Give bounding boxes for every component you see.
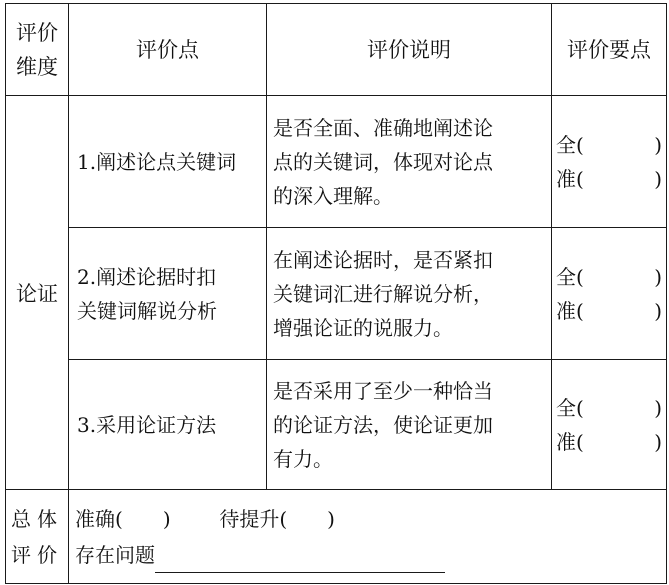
requirement-accurate-blank[interactable]: ) bbox=[654, 429, 662, 454]
requirement-complete bbox=[556, 128, 666, 162]
requirement-complete bbox=[556, 260, 666, 294]
description-line: 增强论证的说服力。 bbox=[273, 315, 453, 340]
summary-problems-line bbox=[75, 537, 666, 573]
requirement-accurate-label: 准( bbox=[556, 298, 584, 323]
requirement-complete-label: 全( bbox=[556, 395, 584, 420]
description-line: 关键词汇进行解说分析， bbox=[273, 281, 493, 306]
summary-label-line2: 评价 bbox=[11, 542, 63, 567]
point-line: 2.阐述论据时扣 bbox=[77, 264, 217, 289]
header-row bbox=[6, 4, 667, 96]
requirement-accurate-label: 准( bbox=[556, 166, 584, 191]
header-dimension bbox=[6, 4, 69, 96]
problems-input-line[interactable] bbox=[155, 548, 445, 573]
summary-accurate-blank[interactable]: ) bbox=[162, 506, 171, 531]
summary-label bbox=[6, 490, 69, 584]
requirement-accurate bbox=[556, 294, 666, 328]
summary-improve-label: 待提升( bbox=[219, 506, 288, 531]
header-requirement: 评价要点 bbox=[552, 4, 667, 96]
requirement-accurate-blank[interactable]: ) bbox=[654, 298, 662, 323]
evaluation-table bbox=[5, 3, 667, 584]
point-line: 关键词解说分析 bbox=[77, 298, 217, 323]
table-row bbox=[6, 96, 667, 228]
summary-content bbox=[69, 490, 667, 584]
description-line: 是否全面、准确地阐述论 bbox=[273, 115, 493, 140]
description-line: 的深入理解。 bbox=[273, 183, 393, 208]
requirement-complete-blank[interactable]: ) bbox=[654, 395, 662, 420]
description-cell bbox=[267, 96, 552, 228]
point-cell: 1.阐述论点关键词 bbox=[69, 96, 267, 228]
requirement-cell bbox=[552, 228, 667, 360]
description-cell bbox=[267, 360, 552, 490]
summary-problems-label: 存在问题 bbox=[75, 542, 155, 567]
header-dimension-line1: 评价 bbox=[16, 20, 58, 45]
description-line: 的论证方法，使论证更加 bbox=[273, 412, 493, 437]
dimension-cell: 论证 bbox=[6, 96, 69, 490]
table-row bbox=[6, 360, 667, 490]
header-point: 评价点 bbox=[69, 4, 267, 96]
requirement-accurate-blank[interactable]: ) bbox=[654, 166, 662, 191]
summary-label-line1: 总体 bbox=[11, 506, 63, 531]
requirement-cell bbox=[552, 96, 667, 228]
header-dimension-line2: 维度 bbox=[16, 54, 58, 79]
summary-improve-blank[interactable]: ) bbox=[327, 506, 335, 531]
summary-rating-line bbox=[75, 501, 666, 537]
description-line: 有力。 bbox=[273, 446, 333, 471]
requirement-accurate bbox=[556, 425, 666, 459]
header-description: 评价说明 bbox=[267, 4, 552, 96]
description-line: 点的关键词，体现对论点 bbox=[273, 149, 493, 174]
requirement-accurate bbox=[556, 162, 666, 196]
requirement-complete-label: 全( bbox=[556, 132, 584, 157]
requirement-complete-label: 全( bbox=[556, 264, 584, 289]
requirement-complete-blank[interactable]: ) bbox=[654, 132, 662, 157]
requirement-complete bbox=[556, 391, 666, 425]
description-cell bbox=[267, 228, 552, 360]
point-cell bbox=[69, 228, 267, 360]
table-row bbox=[6, 228, 667, 360]
requirement-accurate-label: 准( bbox=[556, 429, 584, 454]
requirement-cell bbox=[552, 360, 667, 490]
description-line: 是否采用了至少一种恰当 bbox=[273, 378, 493, 403]
summary-accurate-label: 准确( bbox=[75, 506, 123, 531]
summary-row bbox=[6, 490, 667, 584]
description-line: 在阐述论据时，是否紧扣 bbox=[273, 247, 493, 272]
requirement-complete-blank[interactable]: ) bbox=[654, 264, 662, 289]
point-cell: 3.采用论证方法 bbox=[69, 360, 267, 490]
